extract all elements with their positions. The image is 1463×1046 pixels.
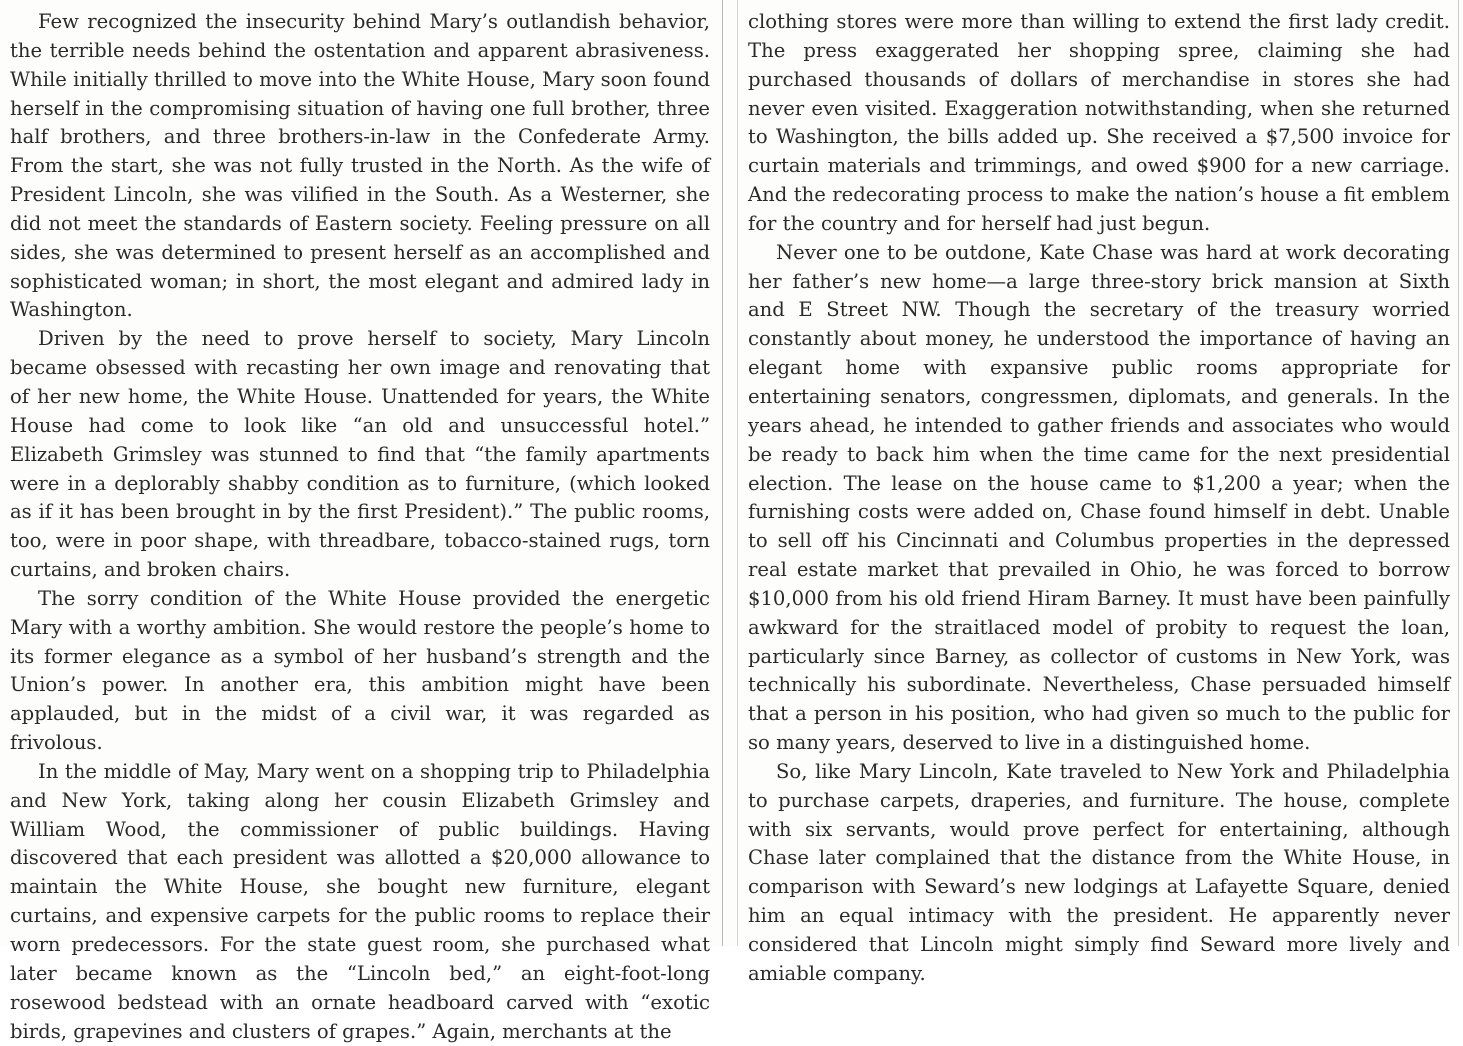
paragraph: clothing stores were more than willing to extend the first lady credit. The press exaggerated her shopping spree, claiming she had purchased thousands of dollars of merchandise in stores she had never even visited. Exaggeration notwithstanding, when she returned to Washington, the bills added up. She received a $7,500 invoice for curtain materials and trimmings, and owed $900 for a new carriage. And the redecorating process to make the nation’s house a fit emblem for the country and for herself had just begun. bbox=[748, 10, 1450, 235]
left-text-column bbox=[10, 8, 710, 1046]
page-gutter-edge bbox=[722, 0, 723, 946]
page-right-edge bbox=[1458, 0, 1459, 946]
paragraph: Never one to be outdone, Kate Chase was hard at work decorating her father’s new home—a large three-story brick mansion at Sixth and E Street NW. Though the secretary of the treasury worried constantly about money, he understood the importance of having an elegant home with expansive public rooms appropriate for entertaining senators, congressmen, diplomats, and generals. In the years ahead, he intended to gather friends and associates who would be ready to back him when the time came for the next presidential election. The lease on the house came to $1,200 a year; when the furnishing costs were added on, Chase found himself in debt. Unable to sell off his Cincinnati and Columbus properties in the depressed real estate market that prevailed in Ohio, he was forced to borrow $10,000 from his old friend Hiram Barney. It must have been painfully awkward for the straitlaced model of probity to request the loan, particularly since Barney, as collector of customs in New York, was technically his subordinate. Nevertheless, Chase persuaded himself that a person in his position, who had given so much to the public for so many years, deserved to live in a distinguished home. bbox=[748, 240, 1450, 755]
right-text-column bbox=[748, 8, 1450, 989]
paragraph: So, like Mary Lincoln, Kate traveled to New York and Philadelphia to purchase carpets, draperies, and furniture. The house, complete with six servants, would prove perfect for entertaining, although Chase later complained that the distance from the White House, in comparison with Seward’s new lodgings at Lafayette Square, denied him an equal intimacy with the president. He apparently never considered that Lincoln might simply find Seward more lively and amiable company. bbox=[748, 759, 1450, 985]
paragraph: The sorry condition of the White House provided the energetic Mary with a worthy ambition. She would restore the people’s home to its former elegance as a symbol of her husband’s strength and the Union’s power. In another era, this ambition might have been applauded, but in the midst of a civil war, it was regarded as frivolous. bbox=[10, 586, 710, 755]
page-gutter-edge bbox=[737, 0, 738, 946]
paragraph: Driven by the need to prove herself to society, Mary Lincoln became obsessed with recasting her own image and renovating that of her new home, the White House. Unattended for years, the White House had come to look like “an old and unsuccessful hotel.” Elizabeth Grimsley was stunned to find that “the family apartments were in a deplorably shabby condition as to furniture, (which looked as if it has been brought in by the first President).” The public rooms, too, were in poor shape, with threadbare, tobacco-stained rugs, torn curtains, and broken chairs. bbox=[10, 327, 710, 582]
paragraph: In the middle of May, Mary went on a shopping trip to Philadelphia and New York, taking along her cousin Elizabeth Grimsley and William Wood, the commissioner of public buildings. Having discovered that each president was allotted a $20,000 allowance to maintain the White House, she bought new furniture, elegant curtains, and expensive carpets for the public rooms to replace their worn predecessors. For the state guest room, she purchased what later became known as the “Lincoln bed,” an eight-foot-long rosewood bedstead with an ornate headboard carved with “exotic birds, grapevines and clusters of grapes.” Again, merchants at the bbox=[10, 759, 710, 1043]
paragraph: Few recognized the insecurity behind Mary’s outlandish behavior, the terrible needs behind the ostentation and apparent abrasiveness. While initially thrilled to move into the White House, Mary soon found herself in the compromising situation of having one full brother, three half brothers, and three brothers-in-law in the Confederate Army. From the start, she was not fully trusted in the North. As the wife of President Lincoln, she was vilified in the South. As a Westerner, she did not meet the standards of Eastern society. Feeling pressure on all sides, she was determined to present herself as an accomplished and sophisticated woman; in short, the most elegant and admired lady in Washington. bbox=[10, 10, 710, 322]
